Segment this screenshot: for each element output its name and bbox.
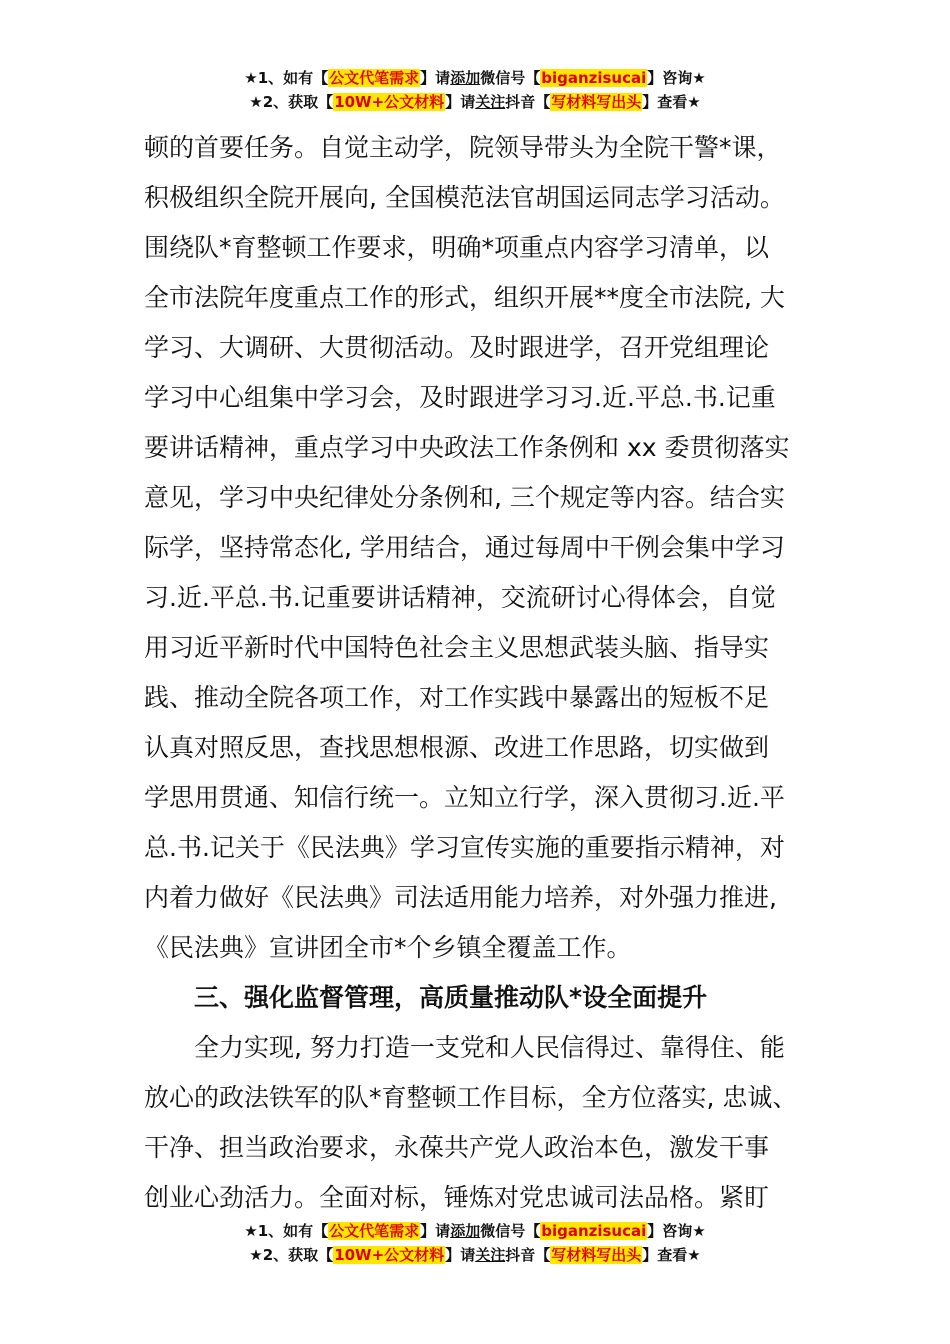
body-line: 认真对照反思，查找思想根源、改进工作思路，切实做到 — [144, 733, 770, 762]
body-line: 内着力做好《民法典》司法适用能力培养，对外强力推进, — [144, 883, 777, 912]
promo-highlight: 写材料写出头 — [551, 1246, 642, 1264]
promo-text: 】请 — [420, 69, 451, 87]
paragraph-line: 创业心劲活力。全面对标，锤炼对党忠诚司法品格。紧盯 — [144, 1183, 770, 1212]
promo-highlight: 公文代笔需求 — [329, 69, 420, 87]
promo-underlined: 添加 — [450, 1222, 481, 1240]
promo-highlight: 公文代笔需求 — [329, 1222, 420, 1240]
body-line: 《民法典》宣讲团全市*个乡镇全覆盖工作。 — [144, 933, 632, 962]
paragraph-line: 干净、担当政治要求，永葆共产党人政治本色，激发干事 — [144, 1133, 770, 1162]
body-line: 要讲话精神，重点学习中央政法工作条例和 xx 委贯彻落实 — [144, 433, 790, 462]
promo-text: 微信号【 — [480, 1222, 541, 1240]
promo-text: ★1、如有【 — [244, 1222, 329, 1240]
promo-highlight: 10W+公文材料 — [334, 93, 445, 111]
promo-text: 】请 — [420, 1222, 451, 1240]
promo-line-2 — [0, 1243, 950, 1267]
body-line: 全市法院年度重点工作的形式，组织开展**度全市法院, 大 — [144, 283, 785, 312]
body-line: 践、推动全院各项工作，对工作实践中暴露出的短板不足 — [144, 683, 770, 712]
promo-line-1 — [0, 1219, 950, 1243]
promo-text: 】咨询★ — [647, 69, 706, 87]
promo-text: ★1、如有【 — [244, 69, 329, 87]
promo-text: ★2、获取【 — [249, 1246, 334, 1264]
body-line: 学习中心组集中学习会，及时跟进学习习.近.平总.书.记重 — [144, 383, 776, 412]
body-line: 顿的首要任务。自觉主动学，院领导带头为全院干警*课， — [144, 133, 782, 162]
body-line: 意见，学习中央纪律处分条例和, 三个规定等内容。结合实 — [144, 483, 785, 512]
body-line: 用习近平新时代中国特色社会主义思想武装头脑、指导实 — [144, 633, 770, 662]
promo-line-2 — [0, 90, 950, 114]
promo-highlight: 写材料写出头 — [551, 93, 642, 111]
promo-text: 】请 — [445, 1246, 476, 1264]
bottom-promo-banner — [0, 1219, 950, 1267]
promo-highlight: biganzisucai — [541, 69, 647, 87]
promo-text: ★2、获取【 — [249, 93, 334, 111]
promo-text: 抖音【 — [505, 93, 551, 111]
document-body — [144, 123, 814, 1223]
promo-text: 微信号【 — [480, 69, 541, 87]
body-line: 际学，坚持常态化, 学用结合，通过每周中干例会集中学习 — [144, 533, 785, 562]
promo-text: 】查看★ — [642, 1246, 701, 1264]
body-line: 积极组织全院开展向, 全国模范法官胡国运同志学习活动。 — [144, 183, 785, 212]
promo-highlight: 10W+公文材料 — [334, 1246, 445, 1264]
promo-highlight: biganzisucai — [541, 1222, 647, 1240]
body-line: 学思用贯通、知信行统一。立知立行学，深入贯彻习.近.平 — [144, 783, 785, 812]
promo-line-1 — [0, 66, 950, 90]
paragraph-line: 放心的政法铁军的队*育整顿工作目标，全方位落实, 忠诚、 — [144, 1083, 798, 1112]
promo-underlined: 关注 — [475, 93, 506, 111]
top-promo-banner — [0, 66, 950, 114]
promo-underlined: 添加 — [450, 69, 481, 87]
body-line: 围绕队*育整顿工作要求，明确*项重点内容学习清单，以 — [144, 233, 770, 262]
body-line: 总.书.记关于《民法典》学习宣传实施的重要指示精神，对 — [144, 833, 785, 862]
body-line: 学习、大调研、大贯彻活动。及时跟进学，召开党组理论 — [144, 333, 770, 362]
promo-text: 抖音【 — [505, 1246, 551, 1264]
promo-text: 】咨询★ — [647, 1222, 706, 1240]
body-line: 习.近.平总.书.记重要讲话精神，交流研讨心得体会，自觉 — [144, 583, 776, 612]
promo-text: 】查看★ — [642, 93, 701, 111]
paragraph-line: 全力实现, 努力打造一支党和人民信得过、靠得住、能 — [194, 1033, 785, 1062]
section-heading: 三、强化监督管理，高质量推动队*设全面提升 — [194, 983, 708, 1012]
promo-text: 】请 — [445, 93, 476, 111]
promo-underlined: 关注 — [475, 1246, 506, 1264]
